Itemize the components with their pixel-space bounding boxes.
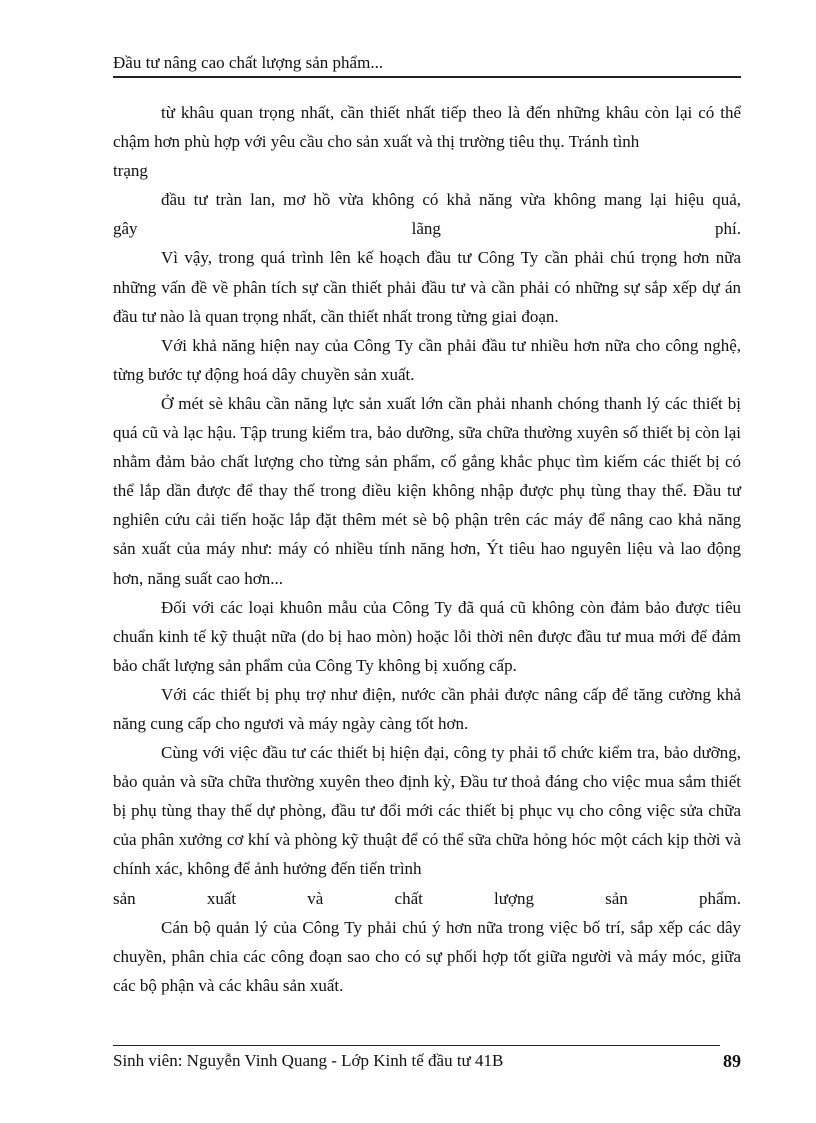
paragraph: sản xuất và chất lượng sản phẩm. [113, 888, 741, 908]
page-footer [113, 1050, 741, 1072]
header-title: Đầu tư nâng cao chất lượng sản phẩm... [113, 53, 384, 72]
page-number: 89 [723, 1051, 741, 1071]
paragraph: Cán bộ quản lý của Công Ty phải chú ý hơn nữa trong việc bố trí, sắp xếp các dây chuyền, phân chia các công đoạn sao cho có sự phối hợp tốt giữa người và máy móc, giữa các bộ phận và các khâu sản xuất. [113, 917, 741, 995]
paragraph: Với các thiết bị phụ trợ như điện, nước cần phải được nâng cấp để tăng cường khả năng cung cấp cho ngươi và máy ngày càng tốt hơn. [113, 684, 741, 733]
document-body [113, 98, 741, 1000]
footer-author: Sinh viên: Nguyễn Vinh Quang - Lớp Kinh tế đầu tư 41B [113, 1051, 504, 1070]
page-header [113, 52, 741, 78]
paragraph: đầu tư tràn lan, mơ hồ vừa không có khả năng vừa không mang lại hiệu quả, [161, 190, 741, 210]
paragraph: Với khả năng hiện nay của Công Ty cần phải đầu tư nhiều hơn nữa cho công nghệ, từng bước tự động hoá dây chuyền sản xuất. [113, 335, 741, 384]
paragraph: trạng [113, 161, 148, 181]
paragraph: gây lãng phí. [113, 219, 741, 239]
paragraph: Ở mét sè khâu cần năng lực sản xuất lớn cần phải nhanh chóng thanh lý các thiết bị quá cũ và lạc hậu. Tập trung kiểm tra, bảo dưỡng, sữa chữa thường xuyên số thiết bị còn lại nhằm đảm bảo chất lượng cho từng sản phẩm, cố gắng khắc phục tìm kiếm các thiết bị có thể lắp dần được để thay thế trong điều kiện không nhập được phụ tùng thay thế. Đầu tư nghiên cứu cải tiến hoặc lắp đặt thêm mét sè bộ phận trên các máy để nâng cao khả năng sản xuất của máy như: máy có nhiều tính năng hơn, Ýt tiêu hao nguyên liệu và lao động hơn, năng suất cao hơn... [113, 393, 741, 588]
paragraph: Đối với các loại khuôn mẫu của Công Ty đã quá cũ không còn đảm bảo được tiêu chuẩn kinh tế kỹ thuật nữa (do bị hao mòn) hoặc lỗi thời nên được đầu tư mua mới để đảm bảo chất lượng sản phẩm của Công Ty không bị xuống cấp. [113, 597, 741, 675]
paragraph: Cùng với việc đầu tư các thiết bị hiện đại, công ty phải tổ chức kiểm tra, bảo dưỡng, bảo quản và sữa chữa thường xuyên theo định kỳ, Đầu tư thoả đáng cho việc mua sắm thiết bị phụ tùng thay thế dự phòng, đầu tư đổi mới các thiết bị phục vụ cho công việc sửa chữa của phân xưởng cơ khí và phòng kỹ thuật để có thể sữa chữa hỏng hóc một cách kịp thời và chính xác, không để ảnh hưởng đến tiến trình [113, 743, 741, 879]
footer-divider [113, 1045, 720, 1046]
paragraph: Vì vậy, trong quá trình lên kế hoạch đầu tư Công Ty cần phải chú trọng hơn nữa những vấn đề về phân tích sự cần thiết phải đầu tư và cần phải có những sự sắp xếp dự án đầu tư nào là quan trọng nhất, cần thiết nhất trong từng giai đoạn. [113, 248, 741, 326]
paragraph: từ khâu quan trọng nhất, cần thiết nhất tiếp theo là đến những khâu còn lại có thể chậm hơn phù hợp với yêu cầu cho sản xuất và thị trường tiêu thụ. Tránh tình [113, 103, 741, 152]
